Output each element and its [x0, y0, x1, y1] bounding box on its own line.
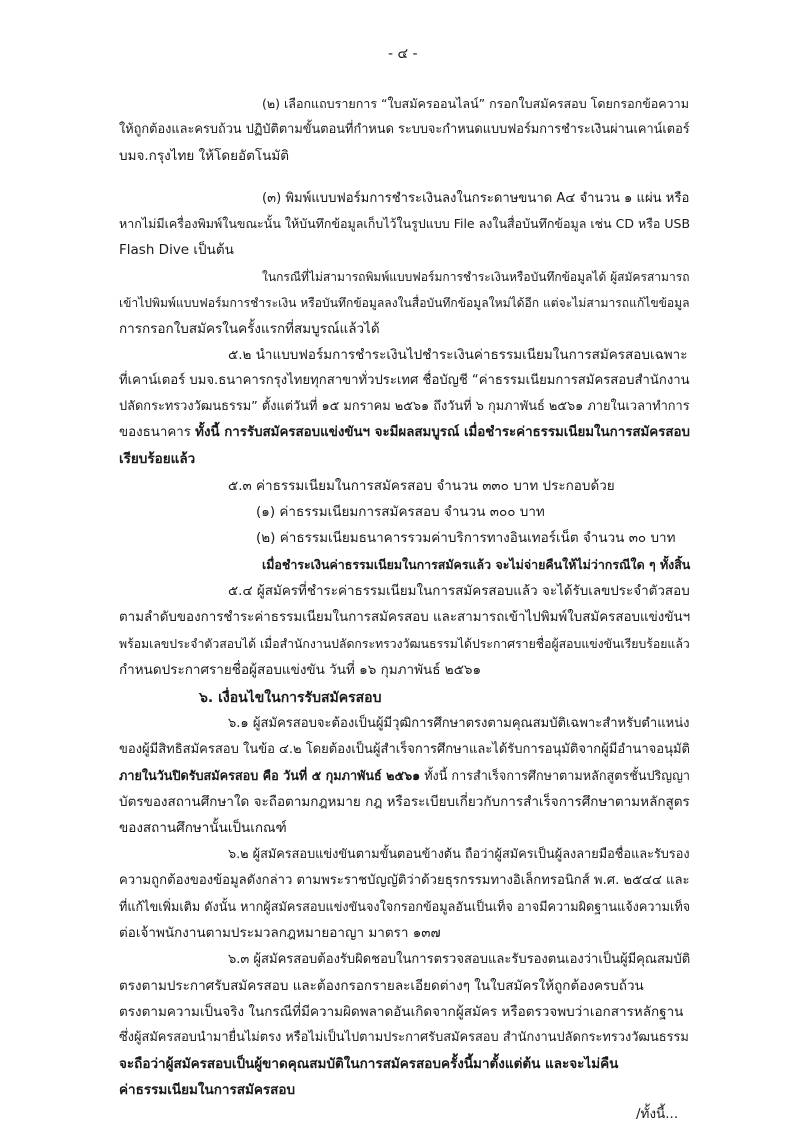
text-line: หากไม่มีเครื่องพิมพ์ในขณะนั้น ให้บันทึกข้อมูลเก็บไว้ในรูปแบบ File ลงในสื่อบันทึกข้อมูล เช่น CD หรือ USB [119, 216, 691, 231]
text-line: พร้อมเลขประจำตัวสอบได้ เมื่อสำนักงานปลัดกระทรวงวัฒนธรรมได้ประกาศรายชื่อผู้สอบแข่งขันเรียบร้อยแล้ว [119, 637, 690, 651]
text-line: ให้ถูกต้องและครบถ้วน ปฏิบัติตามขั้นตอนที่กำหนด ระบบจะกำหนดแบบฟอร์มการชำระเงินผ่านเคาน์เตอร์ [119, 122, 690, 137]
text-line: ปลัดกระทรวงวัฒนธรรม” ตั้งแต่วันที่ ๑๕ มกราคม ๒๕๖๑ ถึงวันที่ ๖ กุมภาพันธ์ ๒๕๖๑ ภายในเวลาทำการ [119, 399, 690, 414]
text-line: ความถูกต้องของข้อมูลดังกล่าว ตามพระราชบัญญัติว่าด้วยธุรกรรมทางอิเล็กทรอนิกส์ พ.ศ. ๒๕๔๔ และ [119, 873, 690, 888]
bold-text-run: ภายในวันปิดรับสมัครสอบ คือ วันที่ ๕ กุมภาพันธ์ ๒๕๖๑ [119, 768, 421, 783]
text-line: กำหนดประกาศรายชื่อผู้สอบแข่งขัน วันที่ ๑๖ กุมภาพันธ์ ๒๕๖๑ [119, 662, 482, 678]
text-line [119, 423, 690, 443]
text-line: ซึ่งผู้สมัครสอบนำมายื่นไม่ตรง หรือไม่เป็นไปตามประกาศรับสมัครสอบ สำนักงานปลัดกระทรวงวัฒนธรรม [119, 1030, 689, 1045]
text-line: ของผู้มีสิทธิสมัครสอบ ในข้อ ๔.๒ โดยต้องเป็นผู้สำเร็จการศึกษาและได้รับการอนุมัติจากผู้มีอำนาจอนุมัติ [119, 742, 690, 757]
text-line: บัตรของสถานศึกษาใด จะถือตามกฎหมาย กฎ หรือระเบียบเกี่ยวกับการสำเร็จการศึกษาตามหลักสูตร [119, 794, 690, 810]
bold-text-line: จะถือว่าผู้สมัครสอบเป็นผู้ขาดคุณสมบัติในการสมัครสอบครั้งนี้มาตั้งแต่ต้น และจะไม่คืน [119, 1056, 619, 1072]
bold-text-line: ค่าธรรมเนียมในการสมัครสอบ [119, 1082, 296, 1098]
continuation-footer: /ทั้งนี้... [636, 1106, 679, 1122]
text-line: การกรอกใบสมัครในครั้งแรกที่สมบูรณ์แล้วได้ [119, 321, 380, 337]
text-line: (๓) พิมพ์แบบฟอร์มการชำระเงินลงในกระดาษขนาด A๔ จำนวน ๑ แผ่น หรือ [262, 191, 690, 206]
text-line: Flash Dive เป็นต้น [119, 242, 234, 258]
text-line: (๒) เลือกแถบรายการ “ใบสมัครออนไลน์” กรอกใบสมัครสอบ โดยกรอกข้อความ [262, 96, 689, 111]
text-line: ตรงตามประกาศรับสมัครสอบ และต้องกรอกรายละเอียดต่างๆ ในใบสมัครให้ถูกต้องครบถ้วน [119, 978, 644, 994]
text-line: บมจ.กรุงไทย ให้โดยอัตโนมัติ [119, 148, 290, 164]
text-line: ที่เคาน์เตอร์ บมจ.ธนาคารกรุงไทยทุกสาขาทั่วประเทศ ชื่อบัญชี “ค่าธรรมเนียมการสมัครสอบสำนักงาน [119, 373, 690, 388]
page-number: - ๔ - [388, 46, 418, 62]
text-run: ทั้งนี้ การสำเร็จการศึกษาตามหลักสูตรชั้นปริญญา [420, 768, 690, 783]
text-line [119, 766, 690, 786]
text-line: (๑) ค่าธรรมเนียมการสมัครสอบ จำนวน ๓๐๐ บาท [256, 504, 545, 520]
text-line: ๖.๓ ผู้สมัครสอบต้องรับผิดชอบในการตรวจสอบและรับรองตนเองว่าเป็นผู้มีคุณสมบัติ [228, 952, 691, 967]
text-line: เข้าไปพิมพ์แบบฟอร์มการชำระเงิน หรือบันทึกข้อมูลลงในสื่อบันทึกข้อมูลใหม่ได้อีก แต่จะไม่สามารถแก้ไขข้อมูล [119, 296, 690, 310]
bold-text-run: ทั้งนี้ การรับสมัครสอบแข่งขันฯ จะมีผลสมบูรณ์ เมื่อชำระค่าธรรมเนียมในการสมัครสอบ [195, 425, 690, 440]
text-line: ๕.๔ ผู้สมัครที่ชำระค่าธรรมเนียมในการสมัครสอบแล้ว จะได้รับเลขประจำตัวสอบ [228, 584, 690, 599]
text-run: ของธนาคาร [119, 425, 196, 440]
text-line: ๖.๑ ผู้สมัครสอบจะต้องเป็นผู้มีวุฒิการศึกษาตรงตามคุณสมบัติเฉพาะสำหรับตำแหน่ง [228, 716, 690, 731]
bold-text-line: เรียบร้อยแล้ว [119, 451, 196, 467]
text-line: ๕.๓ ค่าธรรมเนียมในการสมัครสอบ จำนวน ๓๓๐ บาท ประกอบด้วย [228, 478, 615, 494]
text-line: (๒) ค่าธรรมเนียมธนาคารรวมค่าบริการทางอินเทอร์เน็ต จำนวน ๓๐ บาท [256, 530, 676, 546]
text-line: ตามลำดับของการชำระค่าธรรมเนียมในการสมัครสอบ และสามารถเข้าไปพิมพ์ใบสมัครสอบแข่งขันฯ [119, 610, 691, 625]
text-line: ของสถานศึกษานั้นเป็นเกณฑ์ [119, 820, 287, 836]
text-line: ตรงตามความเป็นจริง ในกรณีที่มีความผิดพลาดอันเกิดจากผู้สมัคร หรือตรวจพบว่าเอกสารหลักฐาน [119, 1004, 684, 1020]
bold-text-line: เมื่อชำระเงินค่าธรรมเนียมในการสมัครแล้ว จะไม่จ่ายคืนให้ไม่ว่ากรณีใด ๆ ทั้งสิ้น [262, 557, 691, 572]
text-line: ในกรณีที่ไม่สามารถพิมพ์แบบฟอร์มการชำระเงินหรือบันทึกข้อมูลได้ ผู้สมัครสามารถ [262, 270, 690, 284]
section-heading: ๖. เงื่อนไขในการรับสมัครสอบ [199, 690, 382, 706]
text-line: ๕.๒ นำแบบฟอร์มการชำระเงินไปชำระเงินค่าธรรมเนียมในการสมัครสอบเฉพาะ [228, 347, 688, 363]
text-line: ต่อเจ้าพนักงานตามประมวลกฎหมายอาญา มาตรา ๑๓๗ [119, 925, 441, 941]
text-line: ที่แก้ไขเพิ่มเติม ดังนั้น หากผู้สมัครสอบแข่งขันจงใจกรอกข้อมูลอันเป็นเท็จ อาจมีความผิดฐานแจ้งความเท็จ [119, 899, 691, 914]
text-line: ๖.๒ ผู้สมัครสอบแข่งขันตามขั้นตอนข้างต้น ถือว่าผู้สมัครเป็นผู้ลงลายมือชื่อและรับรอง [228, 847, 690, 862]
